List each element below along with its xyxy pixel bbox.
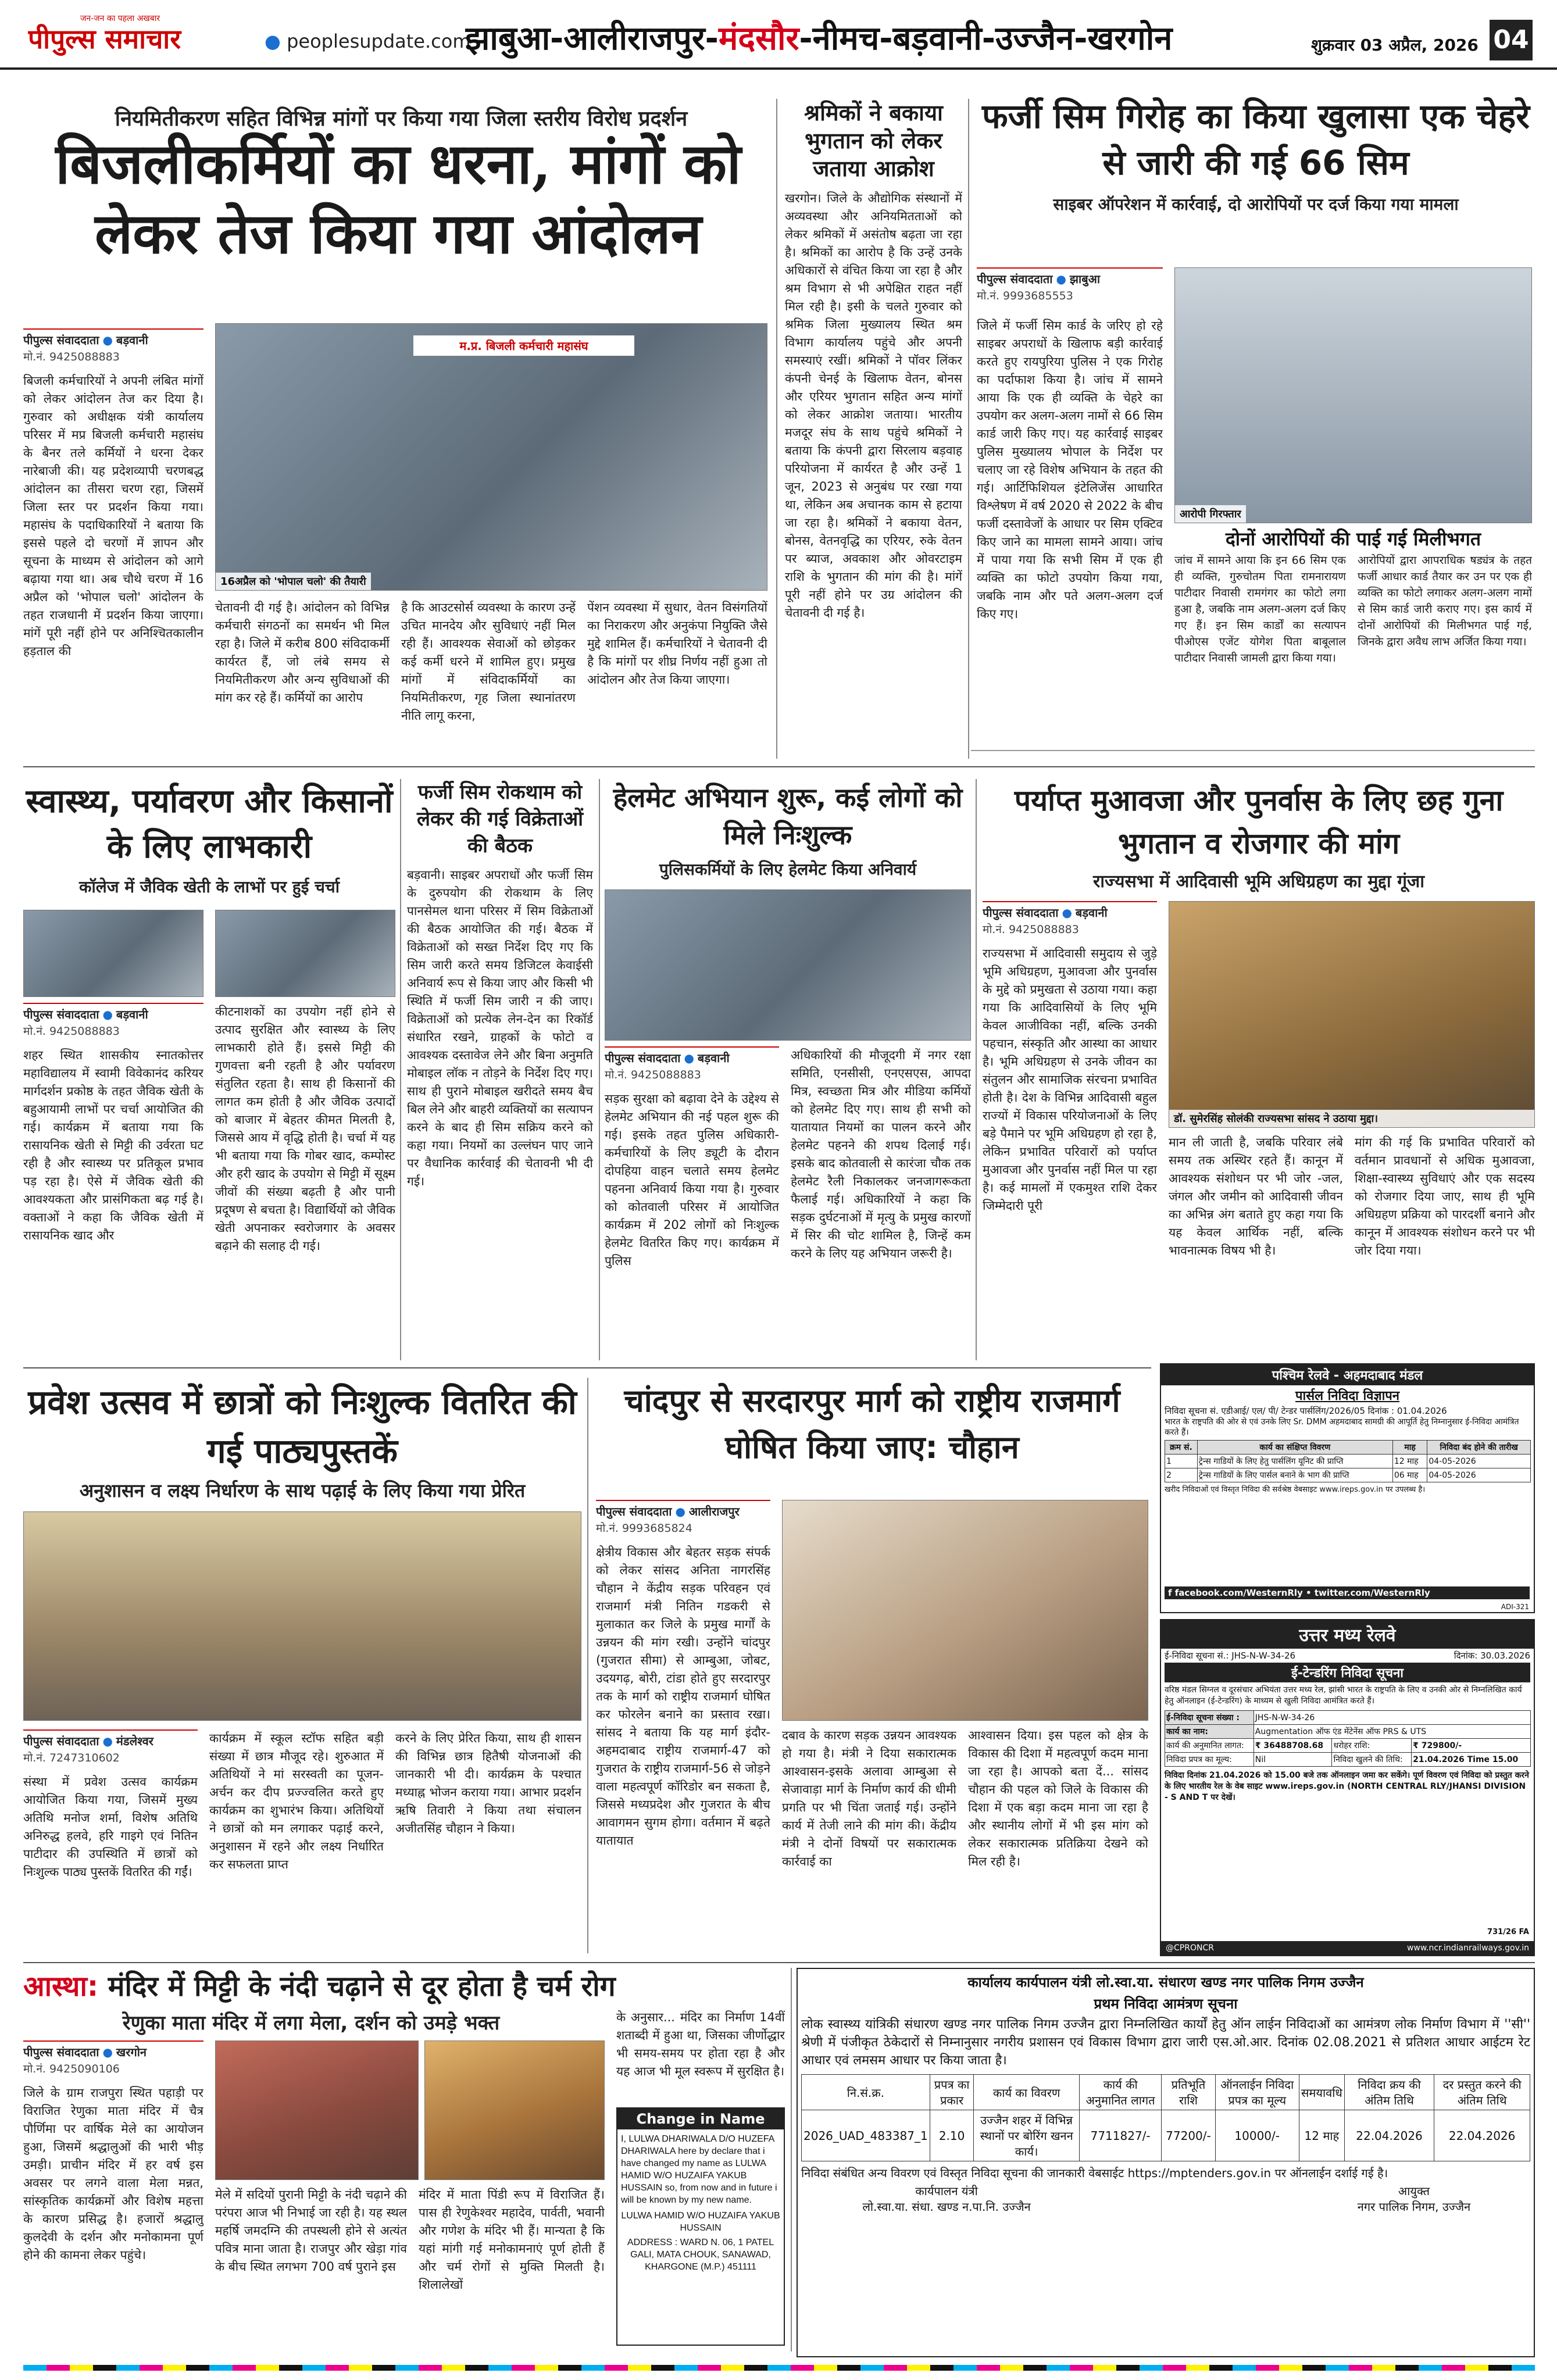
ad-table: ई-निविदा सूचना संख्या : JHS-N-W-34-26 कार्य का नाम: Augmentation ऑफ एंड मेंटेनेंस ऑफ PRS & UTS कार्य की अनुमानित लागत: ₹ 36488708.68 धरोहर राशि: ₹ 729800/- निविदा प्रपत्र का मूल्य: Nil निविदा खुलने की तिथि: 21.04.2026 Time 15.00 <box>1165 1710 1531 1767</box>
ad-footer-bar[interactable]: @CPRONCR www.ncr.indianrailways.gov.in <box>1161 1941 1534 1955</box>
parliament-photo <box>1169 901 1535 1128</box>
story-column: कार्यक्रम में स्कूल स्टॉफ सहित बड़ी संख्या में छात्र मौजूद रहे। शुरुआत में अतिथियों ने मां सरस्वती का पूजन-अर्चन कर दीप प्रज्ज्वलित करते हुए कार्यक्रम का शुभारंभ किया। अतिथियों ने छात्रों को मन लगाकर पढ़ाई करने, अनुशासन में रहने और लक्ष्य निर्धारित कर सफलता प्राप्त <box>209 1731 384 1871</box>
story-workers-protest <box>785 99 962 762</box>
story-column: सड़क सुरक्षा को बढ़ावा देने के उद्देश्य से हेलमेट अभियान की नई पहल शुरू की गई। इसके तहत पुलिस अधिकारी-कर्मचारियों के लिए ड्यूटी के दौरान दोपहिया वाहन चलाते समय हेलमेट पहनना अनिवार्य किया गया है। गुरुवार को कोतवाली परिसर में आयोजित कार्यक्रम में 202 लोगों को निःशुल्क हेलमेट वितरित किए गए। कार्यक्रम में पुलिस <box>605 1092 779 1268</box>
ad-title: ई-टेन्डरिंग निविदा सूचना <box>1165 1663 1530 1682</box>
table-header: कार्य का संक्षिप्त विवरण <box>1197 1441 1392 1455</box>
story-subtitle: अनुशासन व लक्ष्य निर्धारण के साथ पढ़ाई के लिए किया गया प्रेरित <box>79 1480 526 1502</box>
dot-icon: ● <box>102 333 113 347</box>
table-header: समयावधि <box>1299 2075 1344 2110</box>
table-header: दर प्रस्तुत करने की अंतिम तिथि <box>1434 2075 1530 2110</box>
table-cell: 22.04.2026 <box>1344 2110 1434 2161</box>
page-number: 04 <box>1490 20 1533 60</box>
byline: पीपुल्स संवाददाता ● बड़वानी मो.नं. 9425088883 <box>983 901 1157 937</box>
seminar-photo <box>23 910 203 997</box>
story-column: राज्यसभा में आदिवासी समुदाय से जुड़े भूमि अधिग्रहण, मुआवजा और पुनर्वास के मुद्दे को प्रमुखता से उठाया गया। कहा गया कि आदिवासियों के लिए भूमि केवल आजीविका नहीं, बल्कि उनकी पहचान, संस्कृति और आस्था का आधार है। भूमि अधिग्रहण से उनके जीवन का संतुलन और सामाजिक संरचना प्रभावित होती है। देश के विभिन्न आदिवासी बहुल राज्यों में विकास परियोजनाओं के लिए बड़े पैमाने पर भूमि अधिग्रहण हो रहा है, लेकिन प्रभावित परिवारों को पर्याप्त मुआवजा और पुनर्वास नहीं मिल पा रहा है। कई मामलों में एकमुश्त राशि देकर जिम्मेदारी पूरी <box>983 946 1157 1213</box>
story-column: मंदिर में माता पिंडी रूप में विराजित हैं। पास ही रेणुकेश्वर महादेव, पार्वती, भवानी और गणेश के मंदिर भी हैं। मान्यता है कि यहां मांगी गई मनोकामनाएं पूर्ण होती हैं और चर्म रोगों से मुक्ति मिलती है। शिलालेखों <box>419 2188 605 2292</box>
story-highway-demand <box>596 1378 1148 1953</box>
website[interactable]: ● peoplesupdate.com <box>265 30 471 52</box>
ad-sign-left: कार्यपालन यंत्री लो.स्वा.या. संधा. खण्ड न.पा.नि. उज्जैन <box>862 2184 1031 2214</box>
ad-western-railway <box>1160 1363 1535 1613</box>
facebook-icon: f <box>1168 1588 1172 1598</box>
notice-address: ADDRESS : WARD N. 06, 1 PATEL GALI, MATA CHOUK, SANAWAD, KHARGONE (M.P.) 451111 <box>627 2238 774 2272</box>
table-header: नि.सं.क्र. <box>802 2075 930 2110</box>
ad-code: 731/26 FA <box>1487 1928 1529 1936</box>
accused-photo <box>1174 267 1532 523</box>
ad-intro: वरिष्ठ मंडल सिग्नल व दूरसंचार अभियंता उत्तर मध्य रेल, झांसी भारत के राष्ट्रपति के लिए व उनकी ओर से निम्नलिखित कार्य हेतु ऑनलाइन (ई-टेन्डरिंग) के माध्यम से खुली निविदा आमंत्रित करते हैं। <box>1165 1685 1522 1706</box>
byline: पीपुल्स संवाददाता ● बड़वानी मो.नं. 9425088883 <box>23 1003 203 1038</box>
story-subtitle: साइबर ऑपरेशन में कार्रवाई, दो आरोपियों पर दर्ज किया गया मामला <box>1053 195 1459 214</box>
table-header: प्रतिभूति राशि <box>1162 2075 1215 2110</box>
ad-table <box>1165 1440 1531 1482</box>
ad-head2: प्रथम निविदा आमंत्रण सूचना <box>1094 1996 1238 2012</box>
change-in-name-notice <box>616 2107 785 2346</box>
protest-photo <box>215 323 767 591</box>
table-cell: 10000/- <box>1215 2110 1299 2161</box>
ad-ujjain-tender <box>797 1968 1535 2357</box>
globe-icon: ● <box>265 30 281 52</box>
table-cell: उज्जैन शहर में विभिन्न स्थानों पर बोरिंग खनन कार्य। <box>974 2110 1079 2161</box>
ad-table <box>801 2074 1530 2161</box>
story-title: फर्जी सिम गिरोह का किया खुलासा एक चेहरे से जारी की गई 66 सिम <box>981 97 1530 183</box>
temple-fair-photo <box>215 2040 419 2180</box>
table-cell: 2.10 <box>930 2110 974 2161</box>
story-subtitle: कॉलेज में जैविक खेती के लाभों पर हुई चर्चा <box>79 877 340 896</box>
table-cell: ट्रेन्स गाडियों के लिए हेतु पार्सलिंग यूनिट की प्राप्ति <box>1197 1455 1392 1468</box>
ad-zone: पश्चिम रेलवे - अहमदाबाद मंडल <box>1161 1364 1534 1385</box>
byline: पीपुल्स संवाददाता ● बड़वानी मो.नं. 9425088883 <box>605 1046 779 1082</box>
story-title: फर्जी सिम रोकथाम को लेकर की गई विक्रेताओं की बैठक <box>416 781 584 857</box>
table-header: माह <box>1392 1441 1427 1455</box>
ad-footer: खरीद निविदाओं एवं विस्तृत निविदा की सर्वश्रेष्ठ वेबसाइट www.ireps.gov.in पर उपलब्ध है। <box>1165 1485 1426 1494</box>
table-cell: 1 <box>1165 1455 1198 1468</box>
story-title: श्रमिकों ने बकाया भुगतान को लेकर जताया आक्रोश <box>804 100 943 181</box>
story-column: कीटनाशकों का उपयोग नहीं होने से उत्पाद सुरक्षित और स्वास्थ्य के लिए लाभकारी होते हैं। इससे मिट्टी की गुणवत्ता बनी रहती है और पर्यावरण संतुलित रहता है। साथ ही किसानों की लागत कम होती है और जैविक उत्पादों को बाजार में बेहतर कीमत मिलती है, जिससे आय में वृद्धि होती है। चर्चा में यह भी बताया गया कि गोबर खाद, कम्पोस्ट और हरी खाद के उपयोग से मिट्टी में सूक्ष्म जीवों की संख्या बढ़ती है और पानी प्रदूषण से बचता है। विद्यार्थियों को जैविक खेती अपनाकर स्वरोजगार के अवसर बढ़ाने की सलाह दी गई। <box>215 1005 395 1253</box>
helmet-rally-photo <box>605 889 971 1041</box>
table-cell: 12 माह <box>1299 2110 1344 2161</box>
logo-tagline: जन-जन का पहला अखबार <box>80 14 160 23</box>
issue-date: शुक्रवार 03 अप्रैल, 2026 <box>1311 35 1479 55</box>
ad-notice: निविदा सूचना सं. एडीआई/ एल/ पी/ टेन्डर पार्सलिंग/2026/05 दिनांक : 01.04.2026 <box>1165 1406 1447 1416</box>
story-column: मान ली जाती है, जबकि परिवार लंबे समय तक अस्थिर रहते हैं। कानून में आवश्यक संशोधन पर भी जोर -जल, जंगल और जमीन को आदिवासी जीवन का अभिन्न अंग बताते हुए कहा गया कि यह केवल आर्थिक नहीं, बल्कि भावनात्मक विषय भी है। <box>1169 1135 1343 1257</box>
table-cell: 2026_UAD_483387_1 <box>802 2110 930 2161</box>
table-cell: 77200/- <box>1162 2110 1215 2161</box>
story-title: हेलमेट अभियान शुरू, कई लोगों को मिले निःशुल्क <box>613 782 963 850</box>
ad-social[interactable]: f facebook.com/WesternRly • twitter.com/WesternRly <box>1165 1586 1530 1599</box>
story-fake-sim <box>977 93 1535 762</box>
story-column: संस्था में प्रवेश उत्सव कार्यक्रम आयोजित किया गया, जिसमें मुख्य अतिथि मनोज शर्मा, विशेष अतिथि अनिरुद्ध हलवे, हरि गाइगे एवं नितिन पाटीदार की उपस्थिति में छात्रों को निःशुल्क पाठ्य पुस्तकें वितरित की गईं। <box>23 1775 198 1879</box>
nandi-idols-photo <box>424 2040 605 2180</box>
table-cell: ट्रेन्स गाडियों के लिए पार्सल बनाने के भाग की प्राप्ति <box>1197 1468 1392 1482</box>
story-subtitle: राज्यसभा में आदिवासी भूमि अधिग्रहण का मुद्दा गूंजा <box>1092 871 1425 892</box>
table-cell: 2 <box>1165 1468 1198 1482</box>
story-title: चांदपुर से सरदारपुर मार्ग को राष्ट्रीय राजमार्ग घोषित किया जाए: चौहान <box>624 1382 1120 1466</box>
story-column: आरोपियों द्वारा आपराधिक षड्यंत्र के तहत फर्जी आधार कार्ड तैयार कर उन पर एक ही व्यक्ति का फोटो लगाकर अलग-अलग नामों से सिम कार्ड जारी कराए गए। इस कार्य में दोनों आरोपियों की मिलीभगत पाई गई, जिनके द्वारा अवैध लाभ अर्जित किया गया। <box>1358 554 1532 648</box>
story-kicker: नियमितीकरण सहित विभिन्न मांगों पर किया गया जिला स्तरीय विरोध प्रदर्शन <box>115 107 688 131</box>
print-color-bar <box>23 2365 1535 2371</box>
notice-name: LULWA HAMID W/O HUZAIFA YAKUB HUSSAIN <box>621 2211 780 2233</box>
story-column: मांग की गई कि प्रभावित परिवारों को वर्तमान प्रावधानों से अधिक मुआवजा, शिक्षा-स्वास्थ्य सुविधाएं और एक सदस्य को रोजगार दिया जाए, साथ ही भूमि अधिग्रहण प्रक्रिया को पारदर्शी बनाने और कानून में आवश्यक संशोधन करने पर भी जोर दिया गया। <box>1355 1135 1535 1257</box>
byline: पीपुल्स संवाददाता ● बड़वानी मो.नं. 9425088883 <box>23 328 203 364</box>
ad-notice-date: दिनांक: 30.03.2026 <box>1454 1650 1530 1661</box>
district-header: झाबुआ-आलीराजपुर-मंदसौर-नीमच-बड़वानी-उज्जैन-खरगोन <box>465 20 1173 58</box>
table-cell: 22.04.2026 <box>1434 2110 1530 2161</box>
story-column: पेंशन व्यवस्था में सुधार, वेतन विसंगतियों का निराकरण और अनुकंपा नियुक्ति जैसे मुद्दे शामिल हैं। कर्मचारियों ने चेतावनी दी है कि मांगों पर शीघ्र निर्णय नहीं हुआ तो आंदोलन और तेज किया जाएगा। <box>587 601 767 687</box>
photo-caption: आरोपी गिरफ्तार <box>1175 505 1246 523</box>
story-helmet-drive <box>605 779 971 1360</box>
story-column: बड़वानी। साइबर अपराधों और फर्जी सिम के दुरुपयोग की रोकथाम के लिए पानसेमल थाना परिसर में सिम विक्रेताओं की बैठक आयोजित की गई। बैठक में विक्रेताओं को सख्त निर्देश दिए गए कि सिम जारी करते समय डिजिटल केवाईसी अनिवार्य रूप से किया जाए और किसी भी स्थिति में फर्जी सिम जारी न की जाए। विक्रेताओं को प्रत्येक लेन-देन का रिकॉर्ड संधारित रखने, ग्राहकों के फोटो व आवश्यक दस्तावेज लेने और बिना अनुमति मोबाइल लॉक न तोड़ने के निर्देश दिए गए। साथ ही पुराने मोबाइल खरीदते समय बैच बिल लेने और बाहरी व्यक्तियों का सत्यापन करने के बाद ही सिम सक्रिय करने को कहा गया। नियमों का उल्लंघन पाए जाने पर वैधानिक कार्रवाई की चेतावनी भी दी गई। <box>407 868 593 1188</box>
table-row <box>1165 1468 1531 1482</box>
story-column: बिजली कर्मचारियों ने अपनी लंबित मांगों को लेकर आंदोलन तेज कर दिया है। गुरुवार को अधीक्षक यंत्री कार्यालय परिसर में मप्र बिजली कर्मचारी महासंघ के बैनर तले कर्मियों ने धरना देकर नारेबाजी की। यह प्रदेशव्यापी चरणबद्ध आंदोलन का तीसरा चरण रहा, जिसमें जिला स्तर पर प्रदर्शन किया गया। महासंघ के पदाधिकारियों ने बताया कि इससे पहले दो चरणों में ज्ञापन और सूचना के माध्यम से आंदोलन को आगे बढ़ाया गया था। अब चौथे चरण में 16 अप्रैल को 'भोपाल चलो' आंदोलन के तहत राजधानी में प्रदर्शन किया जाएगा। मांगें पूरी नहीं होने पर अनिश्चितकालीन हड़ताल की <box>23 374 203 658</box>
story-title: पर्याप्त मुआवजा और पुनर्वास के लिए छह गुना भुगतान व रोजगार की मांग <box>1014 784 1504 860</box>
story-column: जिले में फर्जी सिम कार्ड के जरिए हो रहे साइबर अपराधों के खिलाफ बड़ी कार्रवाई करते हुए रायपुरिया पुलिस ने एक गिरोह का पर्दाफाश किया है। जांच में सामने आया कि एक ही व्यक्ति के चेहरे का उपयोग कर अलग-अलग नामों से 66 सिम कार्ड जारी किए गए। यह कार्रवाई साइबर पुलिस मुख्यालय भोपाल के निर्देश पर चलाए जा रहे विशेष अभियान के तहत की गई। आर्टिफिशियल इंटेलिजेंस आधारित विश्लेषण में वर्ष 2020 से 2022 के बीच फर्जी दस्तावेजों के आधार पर सिम एक्टिव किए जाने का मामला सामने आया। जांच में पाया गया कि सभी सिम में एक ही व्यक्ति का फोटो उपयोग किया गया, जबकि नाम और पते अलग-अलग दर्ज किए गए। <box>977 319 1163 621</box>
story-column: अधिकारियों की मौजूदगी में नगर रक्षा समिति, एनसीसी, एनएसएस, आपदा मित्र, स्वच्छता मित्र और मीडिया कर्मियों को हेलमेट दिए गए। साथ ही सभी को यातायात नियमों का पालन करने और हेलमेट पहनने की शपथ दिलाई गई। इसके बाद कोतवाली से कारंजा चौक तक हेलमेट रैली निकालकर जनजागरूकता फैलाई गई। अधिकारियों ने कहा कि सड़क दुर्घटनाओं में मृत्यु के प्रमुख कारणों में सिर की चोट शामिल है, जिन्हें कम करने के लिए यह अभियान जरूरी है। <box>791 1048 971 1260</box>
story-renuka-temple <box>23 1968 785 2357</box>
story-column: दबाव के कारण सड़क उन्नयन आवश्यक हो गया है। मंत्री ने दिया सकारात्मक आश्वासन-इसके अलावा आम्बुआ से सेजावाड़ा मार्ग के निर्माण कार्य की धीमी प्रगति पर भी चिंता जताई गई। उन्होंने कार्य में तेजी लाने की मांग की। केंद्रीय मंत्री ने दोनों विषयों पर सकारात्मक कार्रवाई का <box>782 1728 956 1868</box>
table-cell: 12 माह <box>1392 1455 1427 1468</box>
table-cell: 04-05-2026 <box>1427 1455 1531 1468</box>
logo <box>28 13 260 59</box>
masthead <box>0 0 1557 70</box>
story-subtitle: पुलिसकर्मियों के लिए हेलमेट किया अनिवार्य <box>659 860 917 879</box>
story-subtitle: रेणुका माता मंदिर में लगा मेला, दर्शन को उमड़े भक्त <box>122 2011 500 2035</box>
story-title: आस्था: मंदिर में मिट्टी के नंदी चढ़ाने से दूर होता है चर्म रोग <box>23 1970 616 2003</box>
story-column: चेतावनी दी गई है। आंदोलन को विभिन्न कर्मचारी संगठनों का समर्थन भी मिल रहा है। जिले में करीब 800 संविदाकर्मी कार्यरत हैं, जो लंबे समय से नियमितीकरण और अन्य सुविधाओं की मांग कर रहे हैं। कर्मियों का आरोप <box>215 601 390 705</box>
table-cell: 04-05-2026 <box>1427 1468 1531 1482</box>
table-header: निविदा बंद होने की तारीख <box>1427 1441 1531 1455</box>
story-electricity-protest <box>23 93 773 759</box>
ad-body: लोक स्वास्थ्य यांत्रिकी संधारण खण्ड नगर पालिक निगम उज्जैन द्वारा निम्नलिखित कार्यों हेतु ऑन लाईन निविदाओं का आमंत्रण लोक निर्माण विभाग में ''सी'' श्रेणी में पंजीकृत ठेकेदारों से निम्नानुसार नगरीय प्रशासन एवं विकास विभाग द्वारा जारी एस.ओ.आर. दिनांक 02.08.2021 से प्रतिशत आधार आईटम रेट आधार एवं लमसम आधार पर किया जाता है। <box>801 2017 1530 2068</box>
table-header: कार्य का विवरण <box>974 2075 1079 2110</box>
table-header: प्रपत्र का प्रकार <box>930 2075 974 2110</box>
notice-text: I, LULWA DHARIWALA D/O HUZEFA DHARIWALA here by declare that i have changed my name as LULWA HAMID W/O HUZAIFA YAKUB HUSSAIN so, from now and in future i will be known by my new name. <box>621 2134 777 2205</box>
story-column: के अनुसार... मंदिर का निर्माण 14वीं शताब्दी में हुआ था, जिसका जीर्णोद्धार भी समय-समय पर होता रहा है और यह आज भी मूल स्वरूप में सुरक्षित है। <box>616 2010 785 2078</box>
story-column: जांच में सामने आया कि इन 66 सिम एक ही व्यक्ति, गुरुचोतम पिता रामनारायण पाटीदार निवासी रामगंगर का फोटो लगा हुआ है, जबकि नाम अलग-अलग दर्ज किए गए हैं। इन सिम कार्डों का सत्यापन पीओएस एजेंट योगेश पिता बाबूलाल पाटीदार निवासी जामली द्वारा किया गया। <box>1174 554 1346 664</box>
photo-caption: डॉ. सुमेरसिंह सोलंकी राज्यसभा सांसद ने उठाया मुद्दा। <box>1169 1110 1534 1127</box>
byline: पीपुल्स संवाददाता ● झाबुआ मो.नं. 9993685553 <box>977 267 1163 303</box>
ad-north-central-railway <box>1160 1619 1535 1956</box>
photo-banner: म.प्र. बिजली कर्मचारी महासंघ <box>413 335 634 356</box>
table-row <box>1165 1455 1531 1468</box>
ad-note: निविदा दिनांक 21.04.2026 को 15.00 बजे तक ऑनलाइन जमा कर सकेंगे। पूर्ण विवरण एवं निविदा को प्रस्तुत करने के लिए भारतीय रेल के वेब साइट www.ireps.gov.in (NORTH CENTRAL RLY/JHANSI DIVISION - S AND T पर देखें। <box>1165 1771 1529 1802</box>
story-sim-meeting <box>407 779 593 1360</box>
story-title: प्रवेश उत्सव में छात्रों को निःशुल्क वितरित की गई पाठ्यपुस्तकें <box>28 1382 577 1471</box>
story-column: है कि आउटसोर्स व्यवस्था के कारण उन्हें उचित मानदेय और सुविधाएं नहीं मिल रही हैं। आवश्यक सेवाओं को छोड़कर कई कर्मी धरने में शामिल हुए। प्रमुख मांगों में संविदाकर्मियों का नियमितीकरण, गृह जिला स्थानांतरण नीति लागू करना, <box>401 601 576 723</box>
story-column: करने के लिए प्रेरित किया, साथ ही शासन की विभिन्न छात्र हितैषी योजनाओं की जानकारी भी दी। कार्यक्रम के पश्चात मध्याह्न भोजन कराया गया। आभार प्रदर्शन ऋषि तिवारी ने किया तथा संचालन अजीतसिंह चौहान ने किया। <box>395 1731 581 1835</box>
ad-intro: भारत के राष्ट्रपति की ओर से एवं उनके लिए Sr. DMM अहमदाबाद सामग्री की आपूर्ति हेतु निम्नानुसार ई-निविदा आमंत्रित करते हैं। <box>1165 1417 1519 1437</box>
story-column: शहर स्थित शासकीय स्नातकोत्तर महाविद्यालय में स्वामी विवेकानंद करियर मार्गदर्शन प्रकोष्ठ के तहत जैविक खेती के बहुआयामी लाभों पर चर्चा आयोजित की गई। कार्यक्रम में बताया गया कि रासायनिक खेती से मिट्टी की उर्वरता घट रही है और स्वास्थ्य पर प्रतिकूल प्रभाव पड़ रहा है। ऐसे में जैविक खेती की आवश्यकता और प्रासंगिकता बढ़ गई है। वक्ताओं ने कहा कि जैविक खेती में रासायनिक खाद और <box>23 1048 203 1242</box>
speaker-photo <box>215 910 395 997</box>
byline: पीपुल्स संवाददाता ● आलीराजपुर मो.नं. 9993685824 <box>596 1500 770 1535</box>
story-column: क्षेत्रीय विकास और बेहतर सड़क संपर्क को लेकर सांसद अनिता नागरसिंह चौहान ने केंद्रीय सड़क परिवहन एवं राजमार्ग मंत्री नितिन गडकरी से मुलाकात कर जिले के प्रमुख मार्गों के उन्नयन की मांग रखी। उन्होंने चांदपुर (गुजरात सीमा) से आम्बुआ, जोबट, उदयगढ़, बोरी, टांडा होते हुए सरदारपुर तक के मार्ग को राष्ट्रीय राजमार्ग घोषित कर फोरलेन बनाने का प्रस्ताव रखा। सांसद ने बताया कि यह मार्ग इंदौर-अहमदाबाद राष्ट्रीय राजमार्ग-47 को गुजरात के राष्ट्रीय राजमार्ग-56 से जोड़ने वाला महत्वपूर्ण कॉरिडोर बन सकता है, जिससे मध्यप्रदेश और गुजरात के बीच आवागमन सुगम होगा। वर्तमान में बढ़ते यातायात <box>596 1545 770 1847</box>
byline: पीपुल्स संवाददाता ● खरगोन मो.नं. 9425090106 <box>23 2040 203 2076</box>
notice-title: Change in Name <box>617 2109 784 2129</box>
photo-tag: दोनों आरोपियों की पाई गई मिलीभगत <box>1225 528 1481 550</box>
story-column: मेले में सदियों पुरानी मिट्टी के नंदी चढ़ाने की परंपरा आज भी निभाई जा रही है। यह स्थल महर्षि जमदग्नि की तपस्थली होने से अत्यंत पवित्र माना जाता है। राजपुर और खेड़ा गांव के बीच स्थित लगभग 700 वर्ष पुराने इस <box>215 2188 407 2274</box>
table-header: निविदा क्रय की अंतिम तिथि <box>1344 2075 1434 2110</box>
story-column: खरगोन। जिले के औद्योगिक संस्थानों में अव्यवस्था और अनियमितताओं को लेकर श्रमिकों में असंतोष बढ़ता जा रहा है। श्रमिकों का आरोप है कि उन्हें उनके अधिकारों से वंचित किया जा रहा है और श्रम विभाग से भी अपेक्षित राहत नहीं मिल रही है। इसी के चलते गुरुवार को श्रमिक जिला मुख्यालय स्थित श्रम विभाग कार्यालय पहुंचे और अपनी समस्याएं रखीं। श्रमिकों ने पॉवर लिंकर कंपनी चेनई के खिलाफ वेतन, बोनस और एरियर भुगतान सहित अन्य मांगों को लेकर आक्रोश जताया। भारतीय मजदूर संघ के साथ पहुंचे श्रमिकों ने बताया कि कंपनी द्वारा सिरलाय बड़वाह परियोजना में कार्यरत है और उन्हें 1 जून, 2023 से अनुबंध पर रखा गया था, लेकिन अब अचानक काम से हटाया जा रहा है। श्रमिकों ने बकाया वेतन, बोनस, वेतनवृद्धि का एरियर, रुके वेतन पर ब्याज, अवकाश और ओवरटाइम राशि के भुगतान की मांग की है। मांगें पूरी नहीं होने पर उग्र आंदोलन की चेतावनी दी गई है। <box>785 191 962 620</box>
ad-zone: उत्तर मध्य रेलवे <box>1161 1620 1534 1649</box>
ad-code: ADI-321 <box>1501 1603 1529 1611</box>
story-organic-farming <box>23 779 395 1360</box>
story-tribal-land <box>983 779 1535 1360</box>
ad-head1: कार्यालय कार्यपालन यंत्री लो.स्वा.या. संधारण खण्ड नगर पालिक निगम उज्जैन <box>967 1974 1364 1991</box>
story-school-books <box>23 1378 581 1959</box>
ad-footer: निविदा संबंधित अन्य विवरण एवं विस्तृत निविदा सूचना की जानकारी वेबसाईट https://mptenders.gov.in पर ऑनलाईन दर्शाई गई है। <box>801 2166 1388 2180</box>
photo-caption: 16अप्रैल को 'भोपाल चलो' की तैयारी <box>216 573 371 590</box>
meeting-photo <box>782 1500 1148 1721</box>
table-cell: 06 माह <box>1392 1468 1427 1482</box>
logo-text: पीपुल्स समाचार <box>28 23 181 55</box>
table-header: कार्य की अनुमानित लागत <box>1079 2075 1162 2110</box>
table-header: क्रम सं. <box>1165 1441 1198 1455</box>
story-title: बिजलीकर्मियों का धरना, मांगों को लेकर तेज किया गया आंदोलन <box>55 131 741 266</box>
ad-sign-right: आयुक्त नगर पालिक निगम, उज्जैन <box>1357 2184 1471 2214</box>
story-title: स्वास्थ्य, पर्यावरण और किसानों के लिए लाभकारी <box>26 782 393 866</box>
table-cell: 7711827/- <box>1079 2110 1162 2161</box>
table-header: ऑनलाईन निविदा प्रपत्र का मूल्य <box>1215 2075 1299 2110</box>
students-photo <box>23 1511 581 1721</box>
byline: पीपुल्स संवाददाता ● मंडलेश्वर मो.नं. 7247310602 <box>23 1729 198 1765</box>
ad-notice-no: ई-निविदा सूचना सं.: JHS-N-W-34-26 <box>1165 1650 1296 1661</box>
story-column: आश्वासन दिया। इस पहल को क्षेत्र के विकास की दिशा में महत्वपूर्ण कदम माना जा रहा है। आपको बता दें... सांसद चौहान की पहल को जिले के विकास की दिशा में एक बड़ा कदम माना जा रहा है और स्थानीय लोगों में भी इस मांग को लेकर सकारात्मक प्रतिक्रिया देखने को मिल रही है। <box>968 1728 1148 1868</box>
story-column: जिले के ग्राम राजपुरा स्थित पहाड़ी पर विराजित रेणुका माता मंदिर में चैत्र पौर्णिमा पर वार्षिक मेले का आयोजन हुआ, जिसमें श्रद्धालुओं की भारी भीड़ उमड़ी। प्राचीन मंदिर में हर वर्ष इस अवसर पर लगने वाला मेला मन्नत, सांस्कृतिक कार्यक्रमों और विशेष महत्ता के कारण प्रसिद्ध है। हजारों श्रद्धालु कुलदेवी के दर्शन और मनोकामना पूर्ण होने की कामना लेकर पहुंचे। <box>23 2086 203 2262</box>
ad-title: पार्सल निविदा विज्ञापन <box>1295 1389 1399 1403</box>
